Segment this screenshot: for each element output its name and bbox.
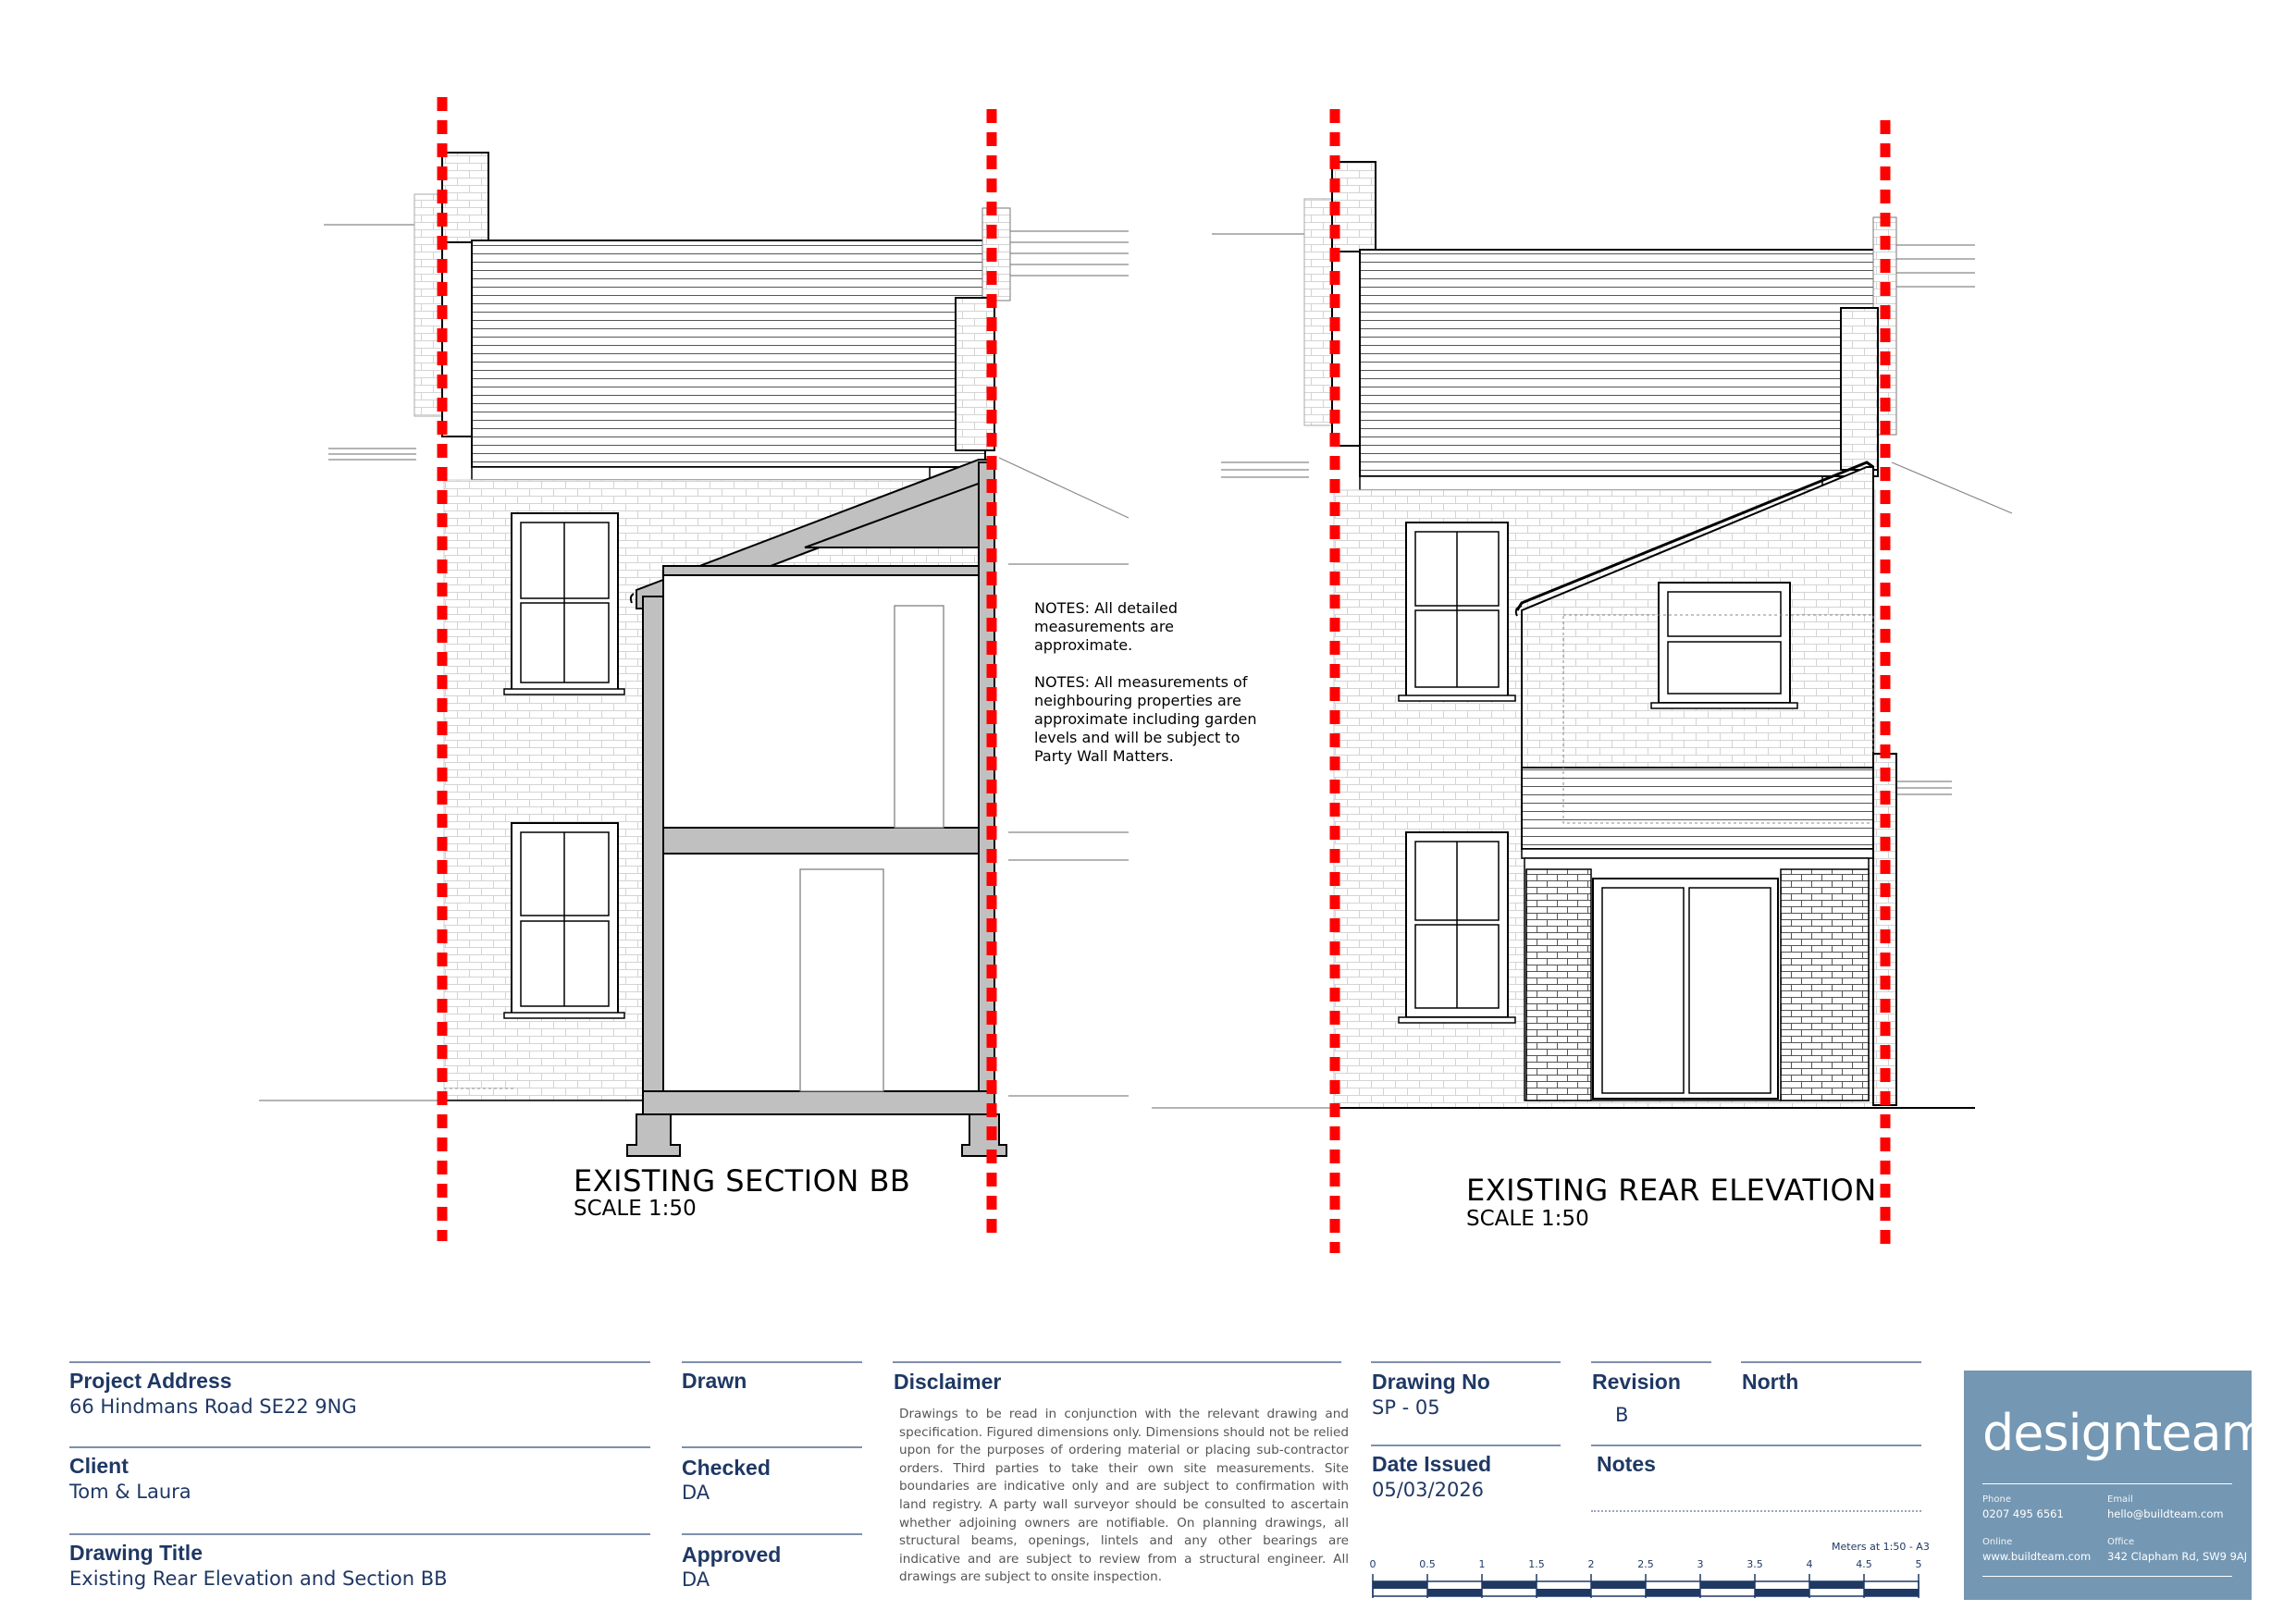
scale-bar-note: Meters at 1:50 - A3 [1832, 1541, 1930, 1553]
drawing-notes [1034, 599, 1265, 784]
scale-tick-label: 2.5 [1637, 1558, 1654, 1570]
brand-panel [1964, 1371, 2269, 1600]
scale-tick-label: 1.5 [1528, 1558, 1545, 1570]
date-issued: 05/03/2026 [1372, 1479, 1485, 1501]
online: www.buildteam.com [1982, 1550, 2092, 1563]
office: 342 Clapham Rd, SW9 9AJ [2107, 1550, 2248, 1563]
drawn-label: Drawn [682, 1369, 747, 1393]
notes-label: Notes [1597, 1452, 1656, 1476]
scale-tick-label: 2 [1587, 1558, 1595, 1570]
scale-tick-label: 5 [1915, 1558, 1922, 1570]
scale-tick-label: 0.5 [1419, 1558, 1436, 1570]
project-address-label: Project Address [69, 1369, 232, 1393]
note-2: NOTES: All measurements of neighbouring properties are approximate including garden levels and will be subject to Party Wall Matters. [1034, 673, 1257, 765]
section-bb-drawing [259, 153, 1129, 1156]
email: hello@buildteam.com [2107, 1507, 2224, 1520]
section-title: EXISTING SECTION BB [574, 1163, 911, 1199]
french-doors [1593, 879, 1778, 1099]
client-label: Client [69, 1454, 129, 1478]
project-address: 66 Hindmans Road SE22 9NG [69, 1396, 357, 1418]
scale-tick-label: 3.5 [1747, 1558, 1763, 1570]
brand-logo: designteam [1982, 1404, 2269, 1462]
lower-window-section [504, 823, 624, 1018]
checked: DA [682, 1482, 710, 1504]
section-scale: SCALE 1:50 [574, 1197, 697, 1221]
phone: 0207 495 6561 [1982, 1507, 2064, 1520]
checked-label: Checked [682, 1456, 771, 1480]
scale-tick-label: 1 [1478, 1558, 1486, 1570]
elevation-title: EXISTING REAR ELEVATION [1466, 1173, 1877, 1208]
scale-bar [1369, 1572, 1924, 1600]
drawing-no-label: Drawing No [1372, 1370, 1490, 1394]
date-issued-label: Date Issued [1372, 1452, 1492, 1476]
approved: DA [682, 1568, 710, 1591]
phone-label: Phone [1982, 1494, 2011, 1505]
scale-tick-label: 0 [1369, 1558, 1376, 1570]
extension-window [1651, 583, 1797, 708]
scale-tick-label: 4 [1806, 1558, 1813, 1570]
drawing-title: Existing Rear Elevation and Section BB [69, 1568, 448, 1590]
revision-label: Revision [1592, 1370, 1681, 1394]
revision: B [1615, 1404, 1629, 1426]
drawing-title-label: Drawing Title [69, 1541, 203, 1565]
disclaimer-text: Drawings to be read in conjunction with the relevant drawing and specification. Figured dimensions only. Dimensions should not be relied upon for the purposes of ordering material or placing sub-contractor orders. Third parties to take their own site measurements. Site boundaries are indicative only and are subject to confirmation with land registry. A party wall surveyor should be consulted to ascertain whether adjoining owners are notifiable. On planning drawings, all structural beams, openings, lintels and any other bearings are indicative and are subject to review from a structural engineer. All drawings are subject to onsite inspection. [899, 1407, 1349, 1585]
online-label: Online [1982, 1537, 2013, 1547]
disclaimer-label: Disclaimer [894, 1370, 1002, 1394]
upper-window-elevation [1399, 523, 1515, 701]
approved-label: Approved [682, 1543, 782, 1567]
client: Tom & Laura [69, 1481, 191, 1503]
upper-window-section [504, 513, 624, 695]
office-label: Office [2107, 1537, 2135, 1547]
scale-tick-label: 4.5 [1856, 1558, 1872, 1570]
north-label: North [1742, 1370, 1799, 1394]
scale-tick-label: 3 [1697, 1558, 1704, 1570]
note-1: NOTES: All detailed measurements are approximate. [1034, 599, 1178, 654]
lower-window-elevation [1399, 832, 1515, 1023]
elevation-scale: SCALE 1:50 [1466, 1207, 1589, 1231]
email-label: Email [2107, 1494, 2133, 1505]
drawing-no: SP - 05 [1372, 1396, 1440, 1419]
